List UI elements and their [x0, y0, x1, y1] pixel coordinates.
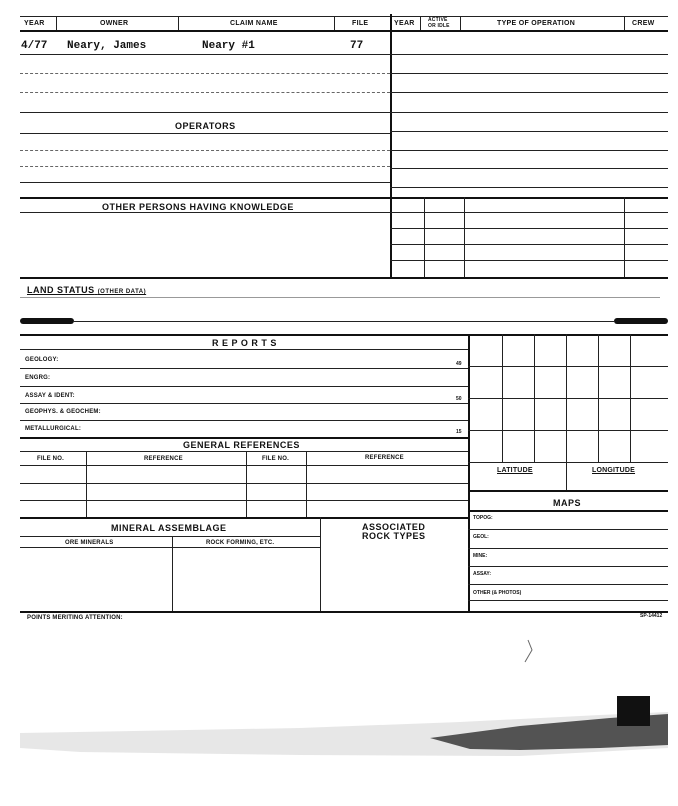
- report-geology-label: GEOLOGY:: [25, 357, 59, 363]
- rule-dark-right: [614, 318, 668, 324]
- associated-rock-types-line1: ASSOCIATED: [362, 522, 426, 532]
- general-references-title: GENERAL REFERENCES: [183, 440, 300, 450]
- col-rock-forming: ROCK FORMING, ETC.: [206, 540, 275, 546]
- col-header-file: FILE: [352, 20, 369, 27]
- col-header-claim-name: CLAIM NAME: [230, 20, 278, 27]
- col-ore-minerals: ORE MINERALS: [65, 540, 114, 546]
- ref-col-reference-2: REFERENCE: [365, 455, 404, 461]
- associated-rock-types-line2: ROCK TYPES: [362, 531, 426, 541]
- ref-col-file-no-2: FILE NO.: [262, 456, 289, 462]
- col-header-owner: OWNER: [100, 20, 129, 27]
- col-header-type-of-operation: TYPE OF OPERATION: [497, 20, 576, 27]
- col-header-year: YEAR: [24, 20, 45, 27]
- col-header-crew: CREW: [632, 20, 655, 27]
- report-geophys-label: GEOPHYS. & GEOCHEM:: [25, 409, 101, 415]
- maps-assay: ASSAY:: [473, 571, 492, 577]
- entry-file: 77: [350, 40, 364, 52]
- entry-owner: Neary, James: [67, 40, 147, 52]
- ref-col-reference-1: REFERENCE: [144, 456, 183, 462]
- reports-title: R E P O R T S: [212, 338, 277, 348]
- longitude-label: LONGITUDE: [592, 467, 636, 474]
- maps-title: MAPS: [553, 498, 582, 508]
- points-title: POINTS MERITING ATTENTION:: [27, 615, 123, 621]
- report-assay-label: ASSAY & IDENT:: [25, 393, 75, 399]
- report-metallurgical-label: METALLURGICAL:: [25, 426, 82, 432]
- land-status-subtitle: (OTHER DATA): [97, 289, 147, 295]
- maps-other: OTHER (& PHOTOS): [473, 590, 522, 596]
- col-header-active: ACTIVE: [428, 17, 448, 23]
- rule-dark-left: [20, 318, 74, 324]
- operators-title: OPERATORS: [175, 121, 236, 131]
- report-geology-num: 49: [456, 361, 462, 367]
- land-status-title: LAND STATUS (OTHER DATA): [27, 285, 147, 295]
- report-assay-num: 50: [456, 396, 462, 402]
- other-persons-title: OTHER PERSONS HAVING KNOWLEDGE: [102, 202, 294, 212]
- maps-topog: TOPOG:: [473, 515, 493, 521]
- maps-mine: MINE:: [473, 553, 488, 559]
- form-code: SP-14412: [640, 613, 663, 619]
- entry-year: 4/77: [21, 40, 48, 52]
- mineral-assemblage-title: MINERAL ASSEMBLAGE: [111, 523, 227, 533]
- col-header-active-idle: OR IDLE: [428, 23, 450, 29]
- col-header-year-activity: YEAR: [394, 20, 415, 27]
- latitude-label: LATITUDE: [497, 467, 533, 474]
- ref-col-file-no-1: FILE NO.: [37, 456, 64, 462]
- report-metallurgical-num: 15: [456, 429, 462, 435]
- report-engrg-label: ENGRG:: [25, 375, 51, 381]
- maps-geol: GEOL:: [473, 534, 489, 540]
- entry-claim-name: Neary #1: [202, 40, 255, 52]
